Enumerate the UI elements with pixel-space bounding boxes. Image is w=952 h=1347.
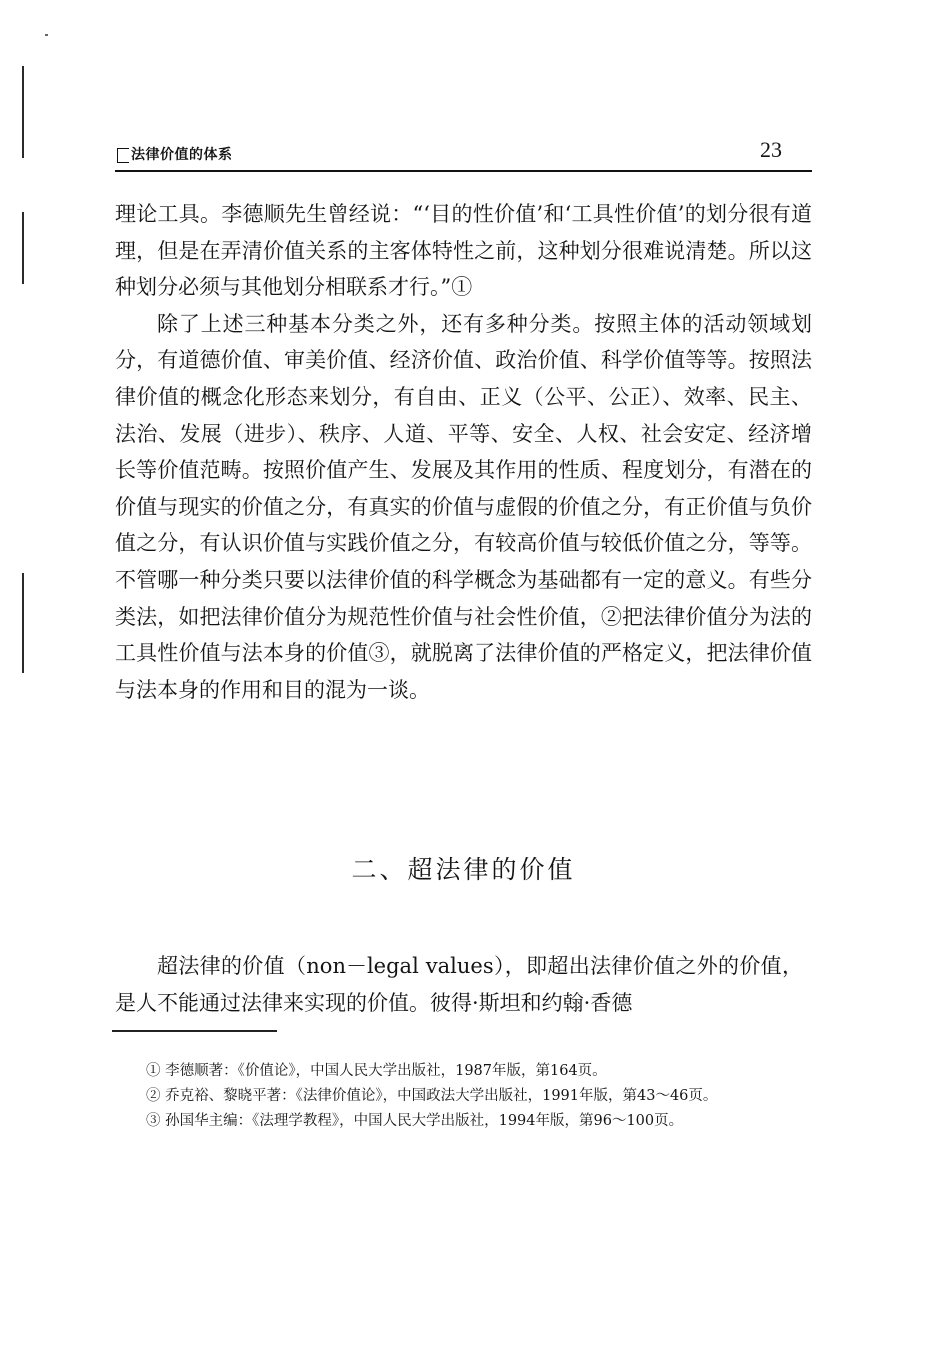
page-number: 23 — [760, 137, 782, 162]
footnotes — [112, 1059, 800, 1134]
footnote-2: ② 乔克裕、黎晓平著：《法律价值论》，中国政法大学出版社，1991年版，第43～46页。 — [146, 1088, 718, 1104]
running-title: 法律价值的体系 — [131, 147, 233, 163]
scan-binding-mark-2 — [22, 212, 24, 284]
footnote-1: ① 李德顺著：《价值论》，中国人民大学出版社，1987年版，第164页。 — [146, 1063, 607, 1079]
running-header — [115, 136, 812, 172]
paragraph-classification: 除了上述三种基本分类之外，还有多种分类。按照主体的活动领域划分，有道德价值、审美价值、经济价值、政治价值、科学价值等等。按照法律价值的概念化形态来划分，有自由、正义（公平、公正）、效率、民主、法治、发展（进步）、秩序、人道、平等、安全、人权、社会安定、经济增长等价值范畴。按照价值产生、发展及其作用的性质、程度划分，有潜在的价值与现实的价值之分，有真实的价值与虚假的价值之分，有正价值与负价值之分，有认识价值与实践价值之分，有较高价值与较低价值之分，等等。不管哪一种分类只要以法律价值的科学概念为基础都有一定的意义。有些分类法，如把法律价值分为规范性价值与社会性价值，②把法律价值分为法的工具性价值与法本身的价值③，就脱离了法律价值的严格定义，把法律价值与法本身的作用和目的混为一谈。 — [115, 311, 812, 702]
section-text — [115, 948, 803, 1021]
header-bracket-mark — [117, 148, 129, 163]
section-heading: 二、超法律的价值 — [351, 855, 576, 884]
scan-speck — [45, 34, 48, 36]
scan-binding-mark-1 — [22, 66, 24, 158]
paragraph-continued: 理论工具。李德顺先生曾经说：“‘目的性价值’和‘工具性价值’的划分很有道理，但是在弄清价值关系的主客体特性之前，这种划分很难说清楚。所以这种划分必须与其他划分相联系才行。”① — [115, 202, 812, 300]
scan-binding-mark-3 — [22, 573, 24, 673]
paragraph-supra-legal-values: 超法律的价值（non－legal values），即超出法律价值之外的价值，是人不能通过法律来实现的价值。彼得·斯坦和约翰·香德 — [115, 954, 803, 1015]
footnote-3: ③ 孙国华主编：《法理学教程》，中国人民大学出版社，1994年版，第96～100页。 — [146, 1113, 684, 1129]
footnote-divider — [112, 1030, 277, 1032]
main-text — [115, 196, 812, 708]
